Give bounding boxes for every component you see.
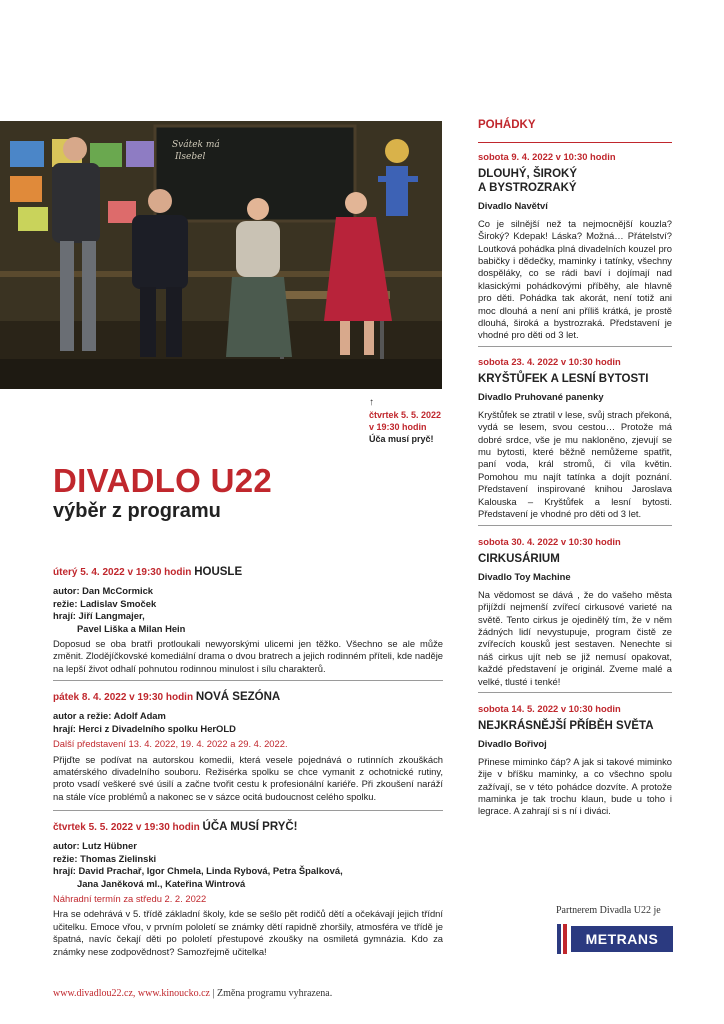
event-description: Hra se odehrává v 5. třídě základní školy, kde se sešlo pět rodičů dětí a očekávají jejich třídní učitelku. Emoce vřou, v prvním pololetí se známky dětí rapidně zhoršily, atmosféra ve třídě je špatná, navíc čekají děti po pololetí přestupové zkoušky na osmiletá gymnázia. Kdo za známky nese zodpovědnost? Samozřejmě učitelka!	[53, 908, 443, 957]
event-header	[53, 691, 443, 704]
svg-text:Svátek má: Svátek má	[172, 140, 220, 150]
section-title: POHÁDKY	[478, 119, 536, 131]
performance-photo	[0, 121, 442, 389]
footer	[53, 988, 332, 999]
caption-date: čtvrtek 5. 5. 2022	[369, 410, 442, 420]
event-date: úterý 5. 4. 2022 v 19:30 hodin	[53, 567, 192, 578]
photo-caption	[369, 397, 441, 445]
divider	[53, 680, 443, 681]
fairytale-name-line2: A BYSTROZRAKÝ	[478, 182, 577, 195]
credit-line: autor: Dan McCormick	[53, 585, 154, 597]
event-note: Náhradní termín za středu 2. 2. 2022	[53, 893, 207, 905]
event-nova-sezona	[53, 691, 443, 803]
divider	[478, 692, 672, 693]
fairytale-description: Co je silnější než ta nejmocnější kouzla? Široký? Kdepak! Láska? Možná… Přátelství? Loutková pohádka plná divadelních kouzel pro babičky i dědečky, maminky i tatínky, všechny dospěláky, co se rádi baví i dojímají nad klasickými pohádkovými příběhy, ale hlavně pro děti. Pohádka tak akorát, není totiž ani moc dlouhá a není ani příliš krátká, je prostě dlouhá, široká a bystrozraká. Představení je vhodné pro děti od 3 let.	[478, 217, 672, 341]
footer-note: Změna programu vyhrazena.	[217, 988, 333, 999]
fairytale-description: Přinese miminko čáp? A jak si takové miminko žije v bříšku maminky, a co všechno spolu zažívají, se v této pohádce dozvíte. A protože maminka je tak trochu klaun, bude u toho i legrace. A zahrají si s ní i diváci.	[478, 755, 672, 817]
fairytale-date: sobota 9. 4. 2022 v 10:30 hodin	[478, 151, 616, 162]
footer-links[interactable]: www.divadlou22.cz, www.kinoucko.cz	[53, 988, 210, 999]
event-date: čtvrtek 5. 5. 2022 v 19:30 hodin	[53, 822, 200, 833]
event-credits	[53, 585, 443, 635]
credit-line: hrají: Jiří Langmajer,	[53, 610, 145, 622]
fairytale-date: sobota 23. 4. 2022 v 10:30 hodin	[478, 356, 621, 367]
footer-separator: |	[210, 988, 218, 999]
fairytale-name: DLOUHÝ, ŠIROKÝ	[478, 168, 578, 181]
event-name: ÚČA MUSÍ PRYČ!	[202, 821, 298, 833]
event-credits	[53, 840, 443, 890]
metrans-logo-text: METRANS	[585, 931, 659, 947]
fairytale-name: NEJKRÁSNĚJŠÍ PŘÍBĚH SVĚTA	[478, 720, 654, 733]
credit-line: režie: Thomas Zielinski	[53, 852, 157, 864]
partner-text: Partnerem Divadla U22 je	[556, 905, 661, 916]
fairytale-company: Divadlo Bořivoj	[478, 738, 547, 750]
fairytale-company: Divadlo Pruhované panenky	[478, 391, 604, 403]
event-date: pátek 8. 4. 2022 v 19:30 hodin	[53, 692, 194, 703]
fairytale-description: Na vědomost se dává , že do vašeho města přijíždí nejmenší zvířecí cirkusové varieté na světě. Tento cirkus je ojedinělý tím, že v něm žádných lidí nevystupuje, program čistě ze zvířecích kousků jest sestaven. Nenechte si náš cirkus ujít neb se již nemusí opakovat, každé představení je originál. Zveme malé a velké, tlusté i tenké!	[478, 588, 672, 687]
fairytale-item	[478, 151, 672, 342]
credit-line: autor a režie: Adolf Adam	[53, 710, 166, 722]
fairytale-description: Kryštůfek se ztratil v lese, svůj strach překoná, vydá se lesem, svou cestou… Protože má dobré srdce, vše je mu nakloněno, zjevují se mu bytosti, které běžně nemůžeme spatřit, paní voda, král stromů, či víla květin. Pomohou mu najít tatínka a dojít poznání. Představení inspirované knihou Jaroslava Kalouska – Kryštůfek a lesní bytosti. Představení je vhodné pro děti od 3 let.	[478, 408, 672, 520]
divider	[478, 525, 672, 526]
event-name: HOUSLE	[194, 566, 243, 578]
credit-line: režie: Ladislav Smoček	[53, 597, 157, 609]
fairytale-name: KRYŠTŮFEK A LESNÍ BYTOSTI	[478, 373, 649, 386]
fairytale-item	[478, 536, 672, 688]
metrans-logo	[557, 924, 673, 954]
credit-line: hrají: David Prachař, Igor Chmela, Linda Rybová, Petra Špalková,	[53, 865, 343, 877]
section-divider	[478, 142, 672, 143]
credit-line: Pavel Liška a Milan Hein	[77, 622, 186, 634]
fairytale-item	[478, 356, 672, 520]
fairytale-company: Divadlo Toy Machine	[478, 571, 571, 583]
credit-line: autor: Lutz Hübner	[53, 840, 137, 852]
event-credits	[53, 710, 443, 735]
svg-text:Ilsebel: Ilsebel	[175, 152, 206, 162]
page-title: DIVADLO U22	[53, 462, 273, 499]
event-description: Doposud se oba bratři protloukali newyorskými ulicemi jen těžko. Všechno se ale může změnit. Zlodějíčkovské komediální drama o dvou bratrech a jejich rodinném příteli, kde naděje na lepší život odhalí pohnutou rodinnou minulost i sílu charakterů.	[53, 638, 443, 674]
caption-title: Úča musí pryč!	[369, 434, 434, 444]
stage-scene-illustration	[0, 121, 442, 389]
event-description: Přijďte se podívat na autorskou komedii, která vesele pojednává o rutinních zkouškách amatérského divadelního souboru. Režisérka spolku se chce vymanit z ochotnické rutiny, proto vsadí veškeré své úsilí a začne tvořit cestu k profesionální kariéře. Při zkoušení naráží na stále více problémů a nakonec se v sázce ocitá budoucnost celého spolku.	[53, 753, 443, 802]
fairytales-section-title	[478, 119, 672, 131]
event-note: Další představení 13. 4. 2022, 19. 4. 2022 a 29. 4. 2022.	[53, 738, 288, 750]
credit-line: hrají: Herci z Divadelního spolku HerOLD	[53, 722, 236, 734]
event-housle	[53, 566, 443, 675]
fairytale-company: Divadlo Navětví	[478, 200, 548, 212]
fairytale-date: sobota 30. 4. 2022 v 10:30 hodin	[478, 536, 621, 547]
event-uca-musi-pryc	[53, 821, 443, 958]
fairytale-item	[478, 703, 672, 818]
divider	[478, 346, 672, 347]
arrow-up-icon: ↑	[369, 397, 374, 408]
fairytale-date: sobota 14. 5. 2022 v 10:30 hodin	[478, 703, 621, 714]
credit-line: Jana Janěková ml., Kateřina Wintrová	[77, 877, 246, 889]
page-subtitle: výběr z programu	[53, 500, 221, 522]
event-header	[53, 566, 443, 579]
fairytale-name: CIRKUSÁRIUM	[478, 553, 560, 566]
event-name: NOVÁ SEZÓNA	[195, 691, 281, 703]
caption-time: v 19:30 hodin	[369, 422, 427, 432]
event-header	[53, 821, 443, 834]
divider	[53, 810, 443, 811]
